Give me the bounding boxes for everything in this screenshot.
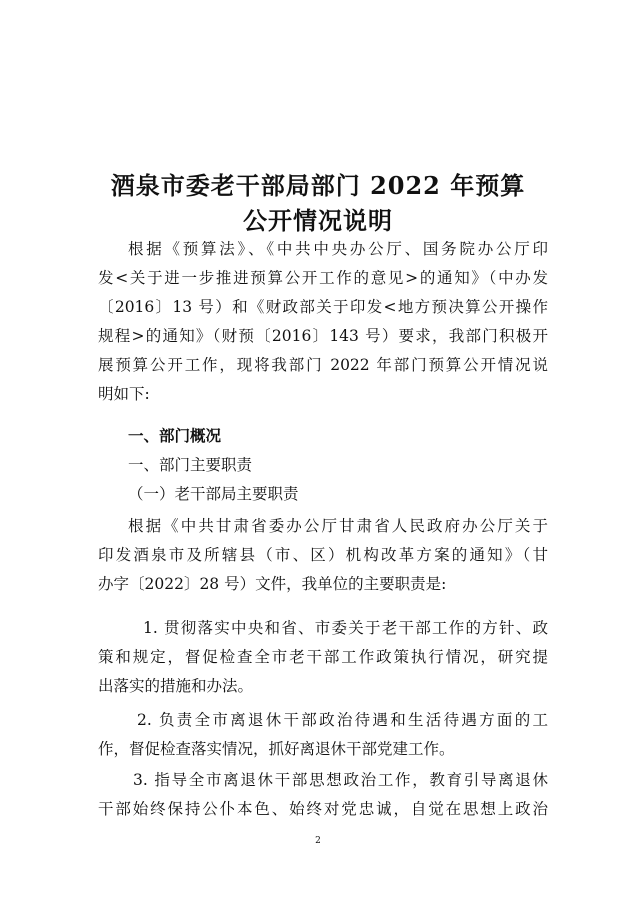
document-title-line-2: 公开情况说明 <box>243 206 393 235</box>
basis-line: 办字〔2022〕28 号）文件，我单位的主要职责是: <box>98 575 447 593</box>
intro-line: 展预算公开工作，现将我部门 2022 年部门预算公开情况说 <box>98 356 548 374</box>
duty-item-3-line: 3. 指导全市离退休干部思想政治工作，教育引导离退休 <box>133 771 548 789</box>
subsection-heading: 一、部门主要职责 <box>128 456 253 474</box>
document-title-line-1: 酒泉市委老干部局部门 2022 年预算 <box>110 171 526 200</box>
intro-line: 规程>的通知》（财预〔2016〕143 号）要求，我部门积极开 <box>98 327 548 345</box>
duty-item-1-line: 策和规定，督促检查全市老干部工作政策执行情况，研究提 <box>98 648 548 666</box>
duty-item-2-line: 作，督促检查落实情况，抓好离退休干部党建工作。 <box>98 740 455 758</box>
basis-line: 印发酒泉市及所辖县（市、区）机构改革方案的通知》（甘 <box>98 546 548 564</box>
duty-item-1-line: 1. 贯彻落实中央和省、市委关于老干部工作的方针、政 <box>143 619 548 637</box>
basis-line: 根据《中共甘肃省委办公厅甘肃省人民政府办公厅关于 <box>128 517 548 535</box>
intro-line: 明如下: <box>98 385 150 403</box>
duty-item-2-line: 2. 负责全市离退休干部政治待遇和生活待遇方面的工 <box>137 711 548 729</box>
page-number: 2 <box>315 836 321 846</box>
duty-item-3-line: 干部始终保持公仆本色、始终对党忠诚，自觉在思想上政治 <box>98 800 548 818</box>
subsubsection-heading: （一）老干部局主要职责 <box>128 485 299 503</box>
section-heading: 一、部门概况 <box>128 427 222 445</box>
duty-item-1-line: 出落实的措施和办法。 <box>98 677 254 695</box>
intro-line: 〔2016〕13 号）和《财政部关于印发<地方预决算公开操作 <box>98 298 548 316</box>
intro-line: 发<关于进一步推进预算公开工作的意见>的通知》（中办发 <box>98 269 548 287</box>
intro-line: 根据《预算法》、《中共中央办公厅、国务院办公厅印 <box>128 240 548 258</box>
